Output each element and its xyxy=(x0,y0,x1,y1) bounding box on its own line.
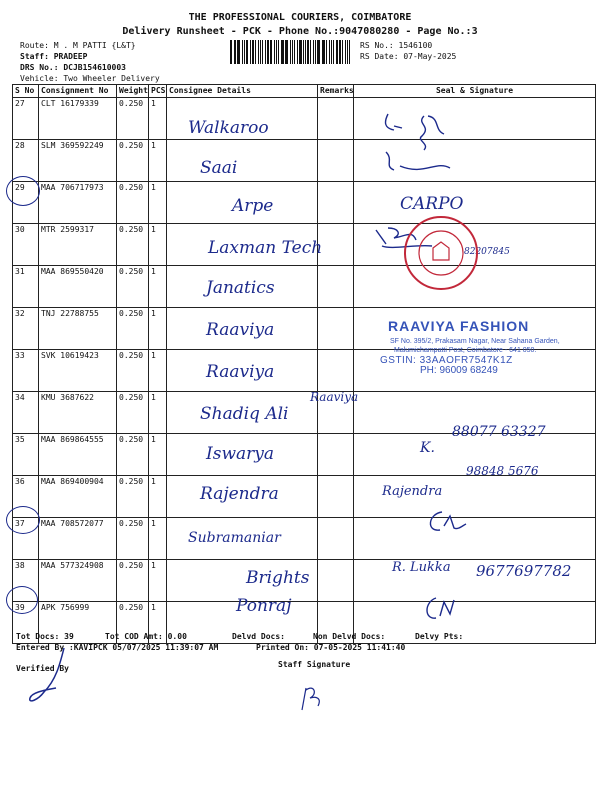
handwritten-signature xyxy=(422,508,472,540)
row-consignment-number: TNJ 22788755 xyxy=(39,308,117,350)
row-pcs: 1 xyxy=(149,182,167,224)
barcode-bar xyxy=(250,40,251,64)
row-sno: 32 xyxy=(13,308,39,350)
row-remarks xyxy=(318,434,354,476)
row-seal-signature xyxy=(354,518,596,560)
document-title: THE PROFESSIONAL COURIERS, COIMBATORE xyxy=(188,12,412,23)
table-row xyxy=(13,476,596,518)
row-weight: 0.250 xyxy=(117,140,149,182)
barcode-bar xyxy=(281,40,283,64)
row-consignment-number: MAA 869550420 xyxy=(39,266,117,308)
barcode-bar xyxy=(339,40,341,64)
header-weight: Weight xyxy=(117,85,149,98)
barcode-bar xyxy=(234,40,235,64)
table-row xyxy=(13,98,596,140)
circled-row-marker xyxy=(6,176,40,206)
barcode-bar xyxy=(336,40,338,64)
row-pcs: 1 xyxy=(149,98,167,140)
barcode-bar xyxy=(244,40,246,64)
row-consignment-number: CLT 16179339 xyxy=(39,98,117,140)
row-weight: 0.250 xyxy=(117,560,149,602)
barcode-bar xyxy=(237,40,239,64)
row-sno: 34 xyxy=(13,392,39,434)
barcode-bar xyxy=(326,40,327,64)
row-consignee-details xyxy=(167,140,318,182)
company-address-stamp xyxy=(380,318,586,376)
barcode-bar xyxy=(267,40,269,64)
row-remarks xyxy=(318,182,354,224)
row-remarks xyxy=(318,350,354,392)
row-pcs: 1 xyxy=(149,560,167,602)
handwritten-consignee: Walkaroo xyxy=(188,118,269,138)
drs-number: DRS No.: DCJB154610003 xyxy=(20,63,126,72)
header-seal: Seal & Signature xyxy=(354,85,596,98)
barcode-bar xyxy=(297,40,298,64)
row-pcs: 1 xyxy=(149,392,167,434)
barcode-bar xyxy=(322,40,323,64)
row-pcs: 1 xyxy=(149,266,167,308)
barcode-bar xyxy=(315,40,316,64)
handwritten-consignee: Raaviya xyxy=(206,320,275,340)
barcode-bar xyxy=(307,40,309,64)
barcode-bar xyxy=(294,40,296,64)
handwritten-phone: 98848 5676 xyxy=(466,464,539,478)
row-remarks xyxy=(318,308,354,350)
barcode-bar xyxy=(290,40,291,64)
barcode-bar xyxy=(258,40,259,64)
stamp-phone: PH: 96009 68249 xyxy=(420,365,498,376)
handwritten-signature xyxy=(420,592,460,628)
handwritten-consignee: Laxman Tech xyxy=(208,238,323,258)
row-sno: 33 xyxy=(13,350,39,392)
barcode-bar xyxy=(345,40,346,64)
barcode-bar xyxy=(299,40,301,64)
staff-signature-label: Staff Signature xyxy=(278,660,351,669)
handwritten-consignee: Iswarya xyxy=(206,444,274,464)
staff-label: Staff: PRADEEP xyxy=(20,52,88,61)
row-remarks xyxy=(318,518,354,560)
row-sno: 39 xyxy=(13,602,39,644)
handwritten-signature: R. Lukka xyxy=(392,560,451,575)
row-weight: 0.250 xyxy=(117,392,149,434)
header-consignment: Consignment No xyxy=(39,85,117,98)
table-header-row xyxy=(13,85,596,98)
row-consignment-number: MAA 869400904 xyxy=(39,476,117,518)
handwritten-signature xyxy=(380,110,460,210)
handwritten-consignee: Brights xyxy=(246,568,310,588)
non-delivered-docs: Non Delvd Docs: xyxy=(313,632,386,641)
barcode-bar xyxy=(329,40,330,64)
row-consignment-number: APK 756999 xyxy=(39,602,117,644)
handwritten-phone: 88077 63327 xyxy=(452,424,546,440)
row-consignment-number: SVK 10619423 xyxy=(39,350,117,392)
handwritten-consignee: Arpe xyxy=(232,196,274,216)
row-weight: 0.250 xyxy=(117,98,149,140)
barcode-bar xyxy=(276,40,277,64)
barcode-bar xyxy=(310,40,312,64)
row-sno: 30 xyxy=(13,224,39,266)
printed-on: Printed On: 07-05-2025 11:41:40 xyxy=(256,643,406,652)
row-consignment-number: KMU 3687622 xyxy=(39,392,117,434)
header-pcs: PCS xyxy=(149,85,167,98)
barcode-bar xyxy=(349,40,350,64)
row-pcs: 1 xyxy=(149,308,167,350)
row-weight: 0.250 xyxy=(117,602,149,644)
barcode-bar xyxy=(347,40,349,64)
barcode-bar xyxy=(260,40,262,64)
table-row xyxy=(13,518,596,560)
barcode-bar xyxy=(342,40,343,64)
handwritten-consignee: Rajendra xyxy=(200,484,279,504)
document-subtitle: Delivery Runsheet - PCK - Phone No.:9047080280 - Page No.:3 xyxy=(122,26,478,37)
table-row xyxy=(13,266,596,308)
barcode-bar xyxy=(265,40,266,64)
handwritten-consignee: Janatics xyxy=(206,278,275,298)
row-pcs: 1 xyxy=(149,518,167,560)
row-pcs: 1 xyxy=(149,434,167,476)
barcode-bar xyxy=(331,40,333,64)
header-remarks: Remarks xyxy=(318,85,354,98)
table-row xyxy=(13,182,596,224)
row-sno: 29 xyxy=(13,182,39,224)
row-weight: 0.250 xyxy=(117,518,149,560)
row-consignment-number: MAA 577324908 xyxy=(39,560,117,602)
barcode-bar xyxy=(252,40,254,64)
barcode-bar xyxy=(323,40,325,64)
row-consignment-number: MTR 2599317 xyxy=(39,224,117,266)
handwritten-signature: Rajendra xyxy=(382,484,443,499)
barcode-bar xyxy=(317,40,319,64)
handwritten-consignee: Shadiq Ali xyxy=(200,404,289,424)
row-consignment-number: SLM 369592249 xyxy=(39,140,117,182)
row-consignment-number: MAA 706717973 xyxy=(39,182,117,224)
row-sno: 35 xyxy=(13,434,39,476)
row-pcs: 1 xyxy=(149,476,167,518)
delivery-points: Delvy Pts: xyxy=(415,632,464,641)
stamp-gstin: GSTIN: 33AAOFR7547K1Z xyxy=(380,355,513,366)
row-pcs: 1 xyxy=(149,224,167,266)
rs-date: RS Date: 07-May-2025 xyxy=(360,52,457,61)
barcode-bar xyxy=(262,40,263,64)
row-remarks xyxy=(318,476,354,518)
company-round-seal xyxy=(404,216,478,290)
barcode-bar xyxy=(274,40,275,64)
barcode-bar xyxy=(246,40,248,64)
handwritten-consignee: Saai xyxy=(200,158,238,178)
row-sno: 31 xyxy=(13,266,39,308)
total-docs: Tot Docs: 39 xyxy=(16,632,74,641)
row-sno: 38 xyxy=(13,560,39,602)
barcode-bar xyxy=(235,40,236,64)
row-weight: 0.250 xyxy=(117,350,149,392)
row-remarks xyxy=(318,560,354,602)
row-consignment-number: MAA 708572077 xyxy=(39,518,117,560)
barcode-bar xyxy=(255,40,256,64)
barcode-bar xyxy=(292,40,293,64)
rs-number: RS No.: 1546100 xyxy=(360,41,433,50)
row-sno: 27 xyxy=(13,98,39,140)
circled-row-marker xyxy=(6,506,40,534)
stamp-title: RAAVIYA FASHION xyxy=(388,318,530,334)
handwritten-phone: 9677697782 xyxy=(476,562,572,580)
delivered-docs: Delvd Docs: xyxy=(232,632,285,641)
barcode-bar xyxy=(270,40,272,64)
row-weight: 0.250 xyxy=(117,434,149,476)
barcode-bar xyxy=(278,40,280,64)
table-row xyxy=(13,602,596,644)
row-remarks xyxy=(318,224,354,266)
barcode-bar xyxy=(303,40,304,64)
row-consignment-number: MAA 869864555 xyxy=(39,434,117,476)
total-cod-amount: Tot COD Amt: 0.00 xyxy=(105,632,187,641)
barcode-bar xyxy=(313,40,314,64)
row-pcs: 1 xyxy=(149,140,167,182)
route-label: Route: M . M PATTI {L&T} xyxy=(20,41,136,50)
table-row xyxy=(13,140,596,182)
barcode-bar xyxy=(333,40,334,64)
entered-by: Entered By :KAVIPCK 05/07/2025 11:39:07 AM xyxy=(16,643,219,652)
verifier-signature xyxy=(20,644,80,710)
row-pcs: 1 xyxy=(149,350,167,392)
verified-by-label: Verified By xyxy=(16,664,69,673)
handwritten-consignee: Raaviya xyxy=(310,390,359,404)
row-remarks xyxy=(318,140,354,182)
handwritten-consignee: Subramaniar xyxy=(188,530,281,546)
barcode-bar xyxy=(242,40,243,64)
row-weight: 0.250 xyxy=(117,266,149,308)
row-weight: 0.250 xyxy=(117,476,149,518)
row-pcs: 1 xyxy=(149,602,167,644)
row-sno: 28 xyxy=(13,140,39,182)
row-seal-signature xyxy=(354,602,596,644)
barcode-bar xyxy=(230,40,232,64)
row-sno: 36 xyxy=(13,476,39,518)
handwritten-consignee: Raaviya xyxy=(206,362,275,382)
row-weight: 0.250 xyxy=(117,224,149,266)
stamp-address-line: SF No. 395/2, Prakasam Nagar, Near Sahana Garden, xyxy=(390,338,560,345)
staff-signature-mark xyxy=(296,680,326,716)
row-weight: 0.250 xyxy=(117,308,149,350)
header-sno: S No xyxy=(13,85,39,98)
barcode-bar xyxy=(305,40,306,64)
header-consignee: Consignee Details xyxy=(167,85,318,98)
vehicle-label: Vehicle: Two Wheeler Delivery xyxy=(20,74,160,83)
row-remarks xyxy=(318,98,354,140)
handwritten-signature: K. xyxy=(420,440,435,456)
barcode-bar xyxy=(286,40,288,64)
row-remarks xyxy=(318,266,354,308)
handwritten-consignee: Ponraj xyxy=(236,596,292,616)
handwritten-phone: 82207845 xyxy=(464,247,510,257)
stamp-address-line: Malumichampatti Post, Coimbatore - 641 050. xyxy=(394,347,537,354)
row-weight: 0.250 xyxy=(117,182,149,224)
barcode-bar xyxy=(285,40,286,64)
circled-row-marker xyxy=(6,586,38,614)
barcode xyxy=(230,40,352,64)
handwritten-signature: CARPO xyxy=(400,194,464,214)
row-sno: 37 xyxy=(13,518,39,560)
